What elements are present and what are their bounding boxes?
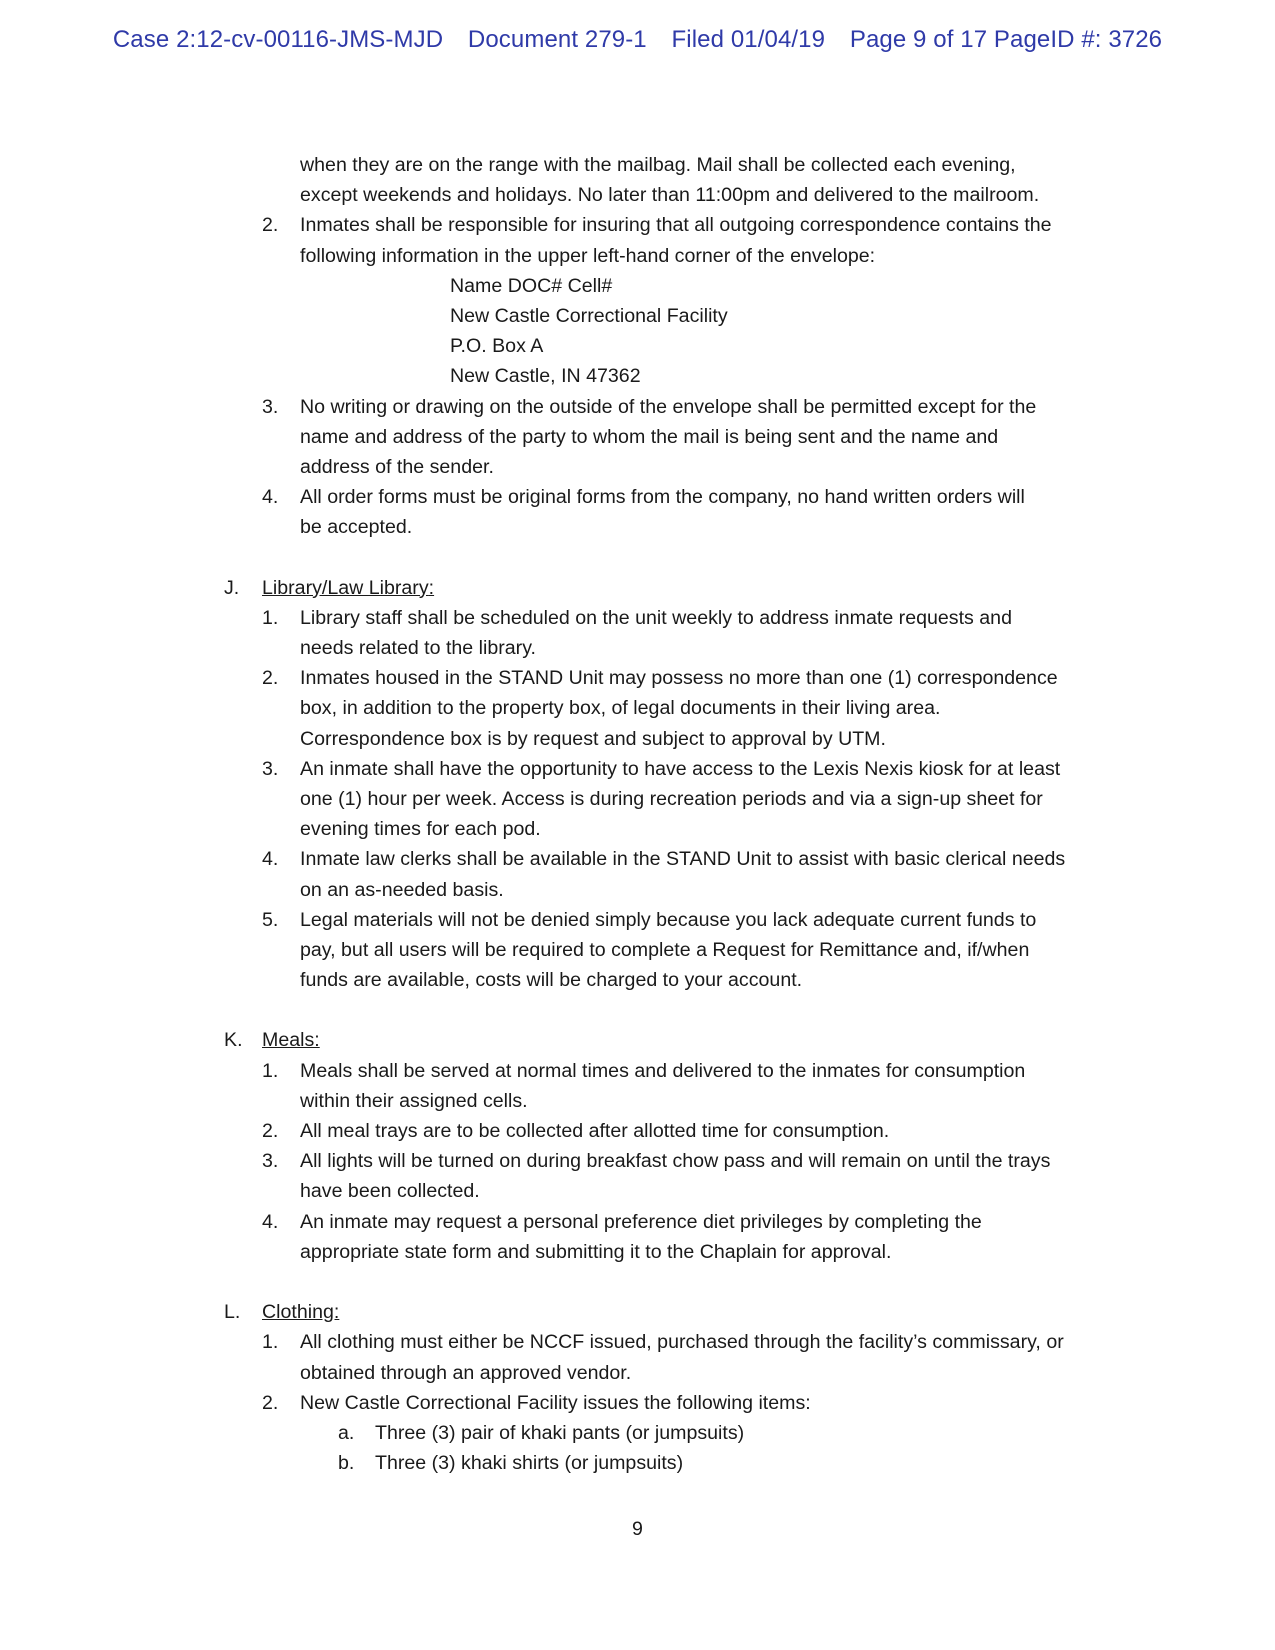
list-item: 1. Library staff shall be scheduled on the unit weekly to address inmate requests and	[0, 603, 1275, 633]
case-number: Case 2:12-cv-00116-JMS-MJD	[112, 26, 444, 53]
list-item: 2. Inmates shall be responsible for insuring that all outgoing correspondence contains the	[0, 210, 1275, 240]
list-item-line: one (1) hour per week. Access is during recreation periods and via a sign-up sheet for	[300, 787, 1043, 810]
list-number: 1.	[262, 1059, 279, 1082]
address-line: P.O. Box A	[450, 335, 544, 358]
list-item-line: evening times for each pod.	[300, 818, 541, 841]
list-number: 2.	[262, 1120, 279, 1142]
section-title: Meals:	[262, 1029, 320, 1052]
list-item-line: when they are on the range with the mailbag. Mail shall be collected each evening,	[300, 154, 1016, 176]
list-item: 3. An inmate shall have the opportunity to have access to the Lexis Nexis kiosk for at least	[0, 754, 1275, 784]
list-item: 1. All clothing must either be NCCF issued, purchased through the facility’s commissary, or	[0, 1327, 1275, 1357]
sub-list-letter: a.	[338, 1421, 355, 1444]
list-item: 2. All meal trays are to be collected after allotted time for consumption.	[0, 1116, 1275, 1146]
section-heading-clothing	[0, 1297, 1275, 1327]
list-item: 2. New Castle Correctional Facility issues the following items:	[0, 1388, 1275, 1418]
list-number: 5.	[262, 908, 279, 931]
list-item-line: be accepted.	[300, 516, 413, 539]
address-line: Name DOC# Cell#	[450, 274, 613, 297]
list-number: 4.	[262, 486, 279, 509]
document-number: Document 279-1	[467, 26, 647, 53]
section-letter: K.	[224, 1029, 243, 1052]
list-item: 3. No writing or drawing on the outside of the envelope shall be permitted except for the	[0, 392, 1275, 422]
list-number: 4.	[262, 1210, 279, 1233]
list-item: 4. An inmate may request a personal preference diet privileges by completing the	[0, 1207, 1275, 1237]
list-number: 2.	[262, 1391, 279, 1414]
list-item-line: needs related to the library.	[300, 637, 536, 659]
address-line: New Castle, IN 47362	[450, 365, 641, 388]
address-line: New Castle Correctional Facility	[450, 304, 728, 327]
filed-date: Filed 01/04/19	[671, 26, 826, 53]
list-item: 4. Inmate law clerks shall be available in the STAND Unit to assist with basic clerical needs	[0, 844, 1275, 874]
list-number: 3.	[262, 1150, 279, 1173]
page-id: Page 9 of 17 PageID #: 3726	[849, 26, 1163, 53]
list-number: 3.	[262, 395, 279, 418]
list-item: 2. Inmates housed in the STAND Unit may possess no more than one (1) correspondence	[0, 663, 1275, 693]
sub-list-item: b. Three (3) khaki shirts (or jumpsuits)	[0, 1448, 1275, 1478]
list-item: 5. Legal materials will not be denied simply because you lack adequate current funds to	[0, 905, 1275, 935]
section-letter: J.	[224, 576, 240, 599]
section-title: Library/Law Library:	[262, 576, 435, 599]
sub-list-letter: b.	[338, 1452, 355, 1475]
list-item-line: except weekends and holidays. No later than 11:00pm and delivered to the mailroom.	[300, 184, 1040, 207]
document-body	[0, 150, 1275, 1478]
page-number: 9	[632, 1518, 643, 1540]
list-item: 3. All lights will be turned on during breakfast chow pass and will remain on until the trays	[0, 1146, 1275, 1176]
section-letter: L.	[224, 1301, 241, 1324]
list-item-line: name and address of the party to whom the mail is being sent and the name and	[300, 425, 999, 448]
list-item-line: have been collected.	[300, 1180, 480, 1203]
list-number: 1.	[262, 1331, 279, 1354]
section-title: Clothing:	[262, 1301, 340, 1324]
list-item-line: box, in addition to the property box, of legal documents in their living area.	[300, 697, 941, 720]
list-item-line: funds are available, costs will be charged to your account.	[300, 969, 803, 992]
list-number: 2.	[262, 214, 279, 237]
list-number: 4.	[262, 848, 279, 871]
list-item-line: Correspondence box is by request and subject to approval by UTM.	[300, 727, 886, 750]
case-header	[0, 26, 1275, 54]
list-number: 3.	[262, 757, 279, 780]
list-item-line: following information in the upper left-hand corner of the envelope:	[300, 244, 876, 267]
list-item-line: within their assigned cells.	[300, 1089, 528, 1112]
list-item-line: pay, but all users will be required to complete a Request for Remittance and, if/when	[300, 938, 1030, 961]
list-item-line: appropriate state form and submitting it to the Chaplain for approval.	[300, 1240, 892, 1263]
section-heading-meals	[0, 1025, 1275, 1055]
list-number: 1.	[262, 606, 279, 629]
list-item: 1. Meals shall be served at normal times and delivered to the inmates for consumption	[0, 1056, 1275, 1086]
sub-list-item: a. Three (3) pair of khaki pants (or jumpsuits)	[0, 1418, 1275, 1448]
list-item-line: obtained through an approved vendor.	[300, 1361, 632, 1384]
list-item-line: address of the sender.	[300, 455, 494, 478]
list-number: 2.	[262, 667, 279, 690]
list-item: 4. All order forms must be original forms from the company, no hand written orders will	[0, 482, 1275, 512]
section-heading-library	[0, 573, 1275, 603]
list-item-line: on an as-needed basis.	[300, 878, 504, 901]
